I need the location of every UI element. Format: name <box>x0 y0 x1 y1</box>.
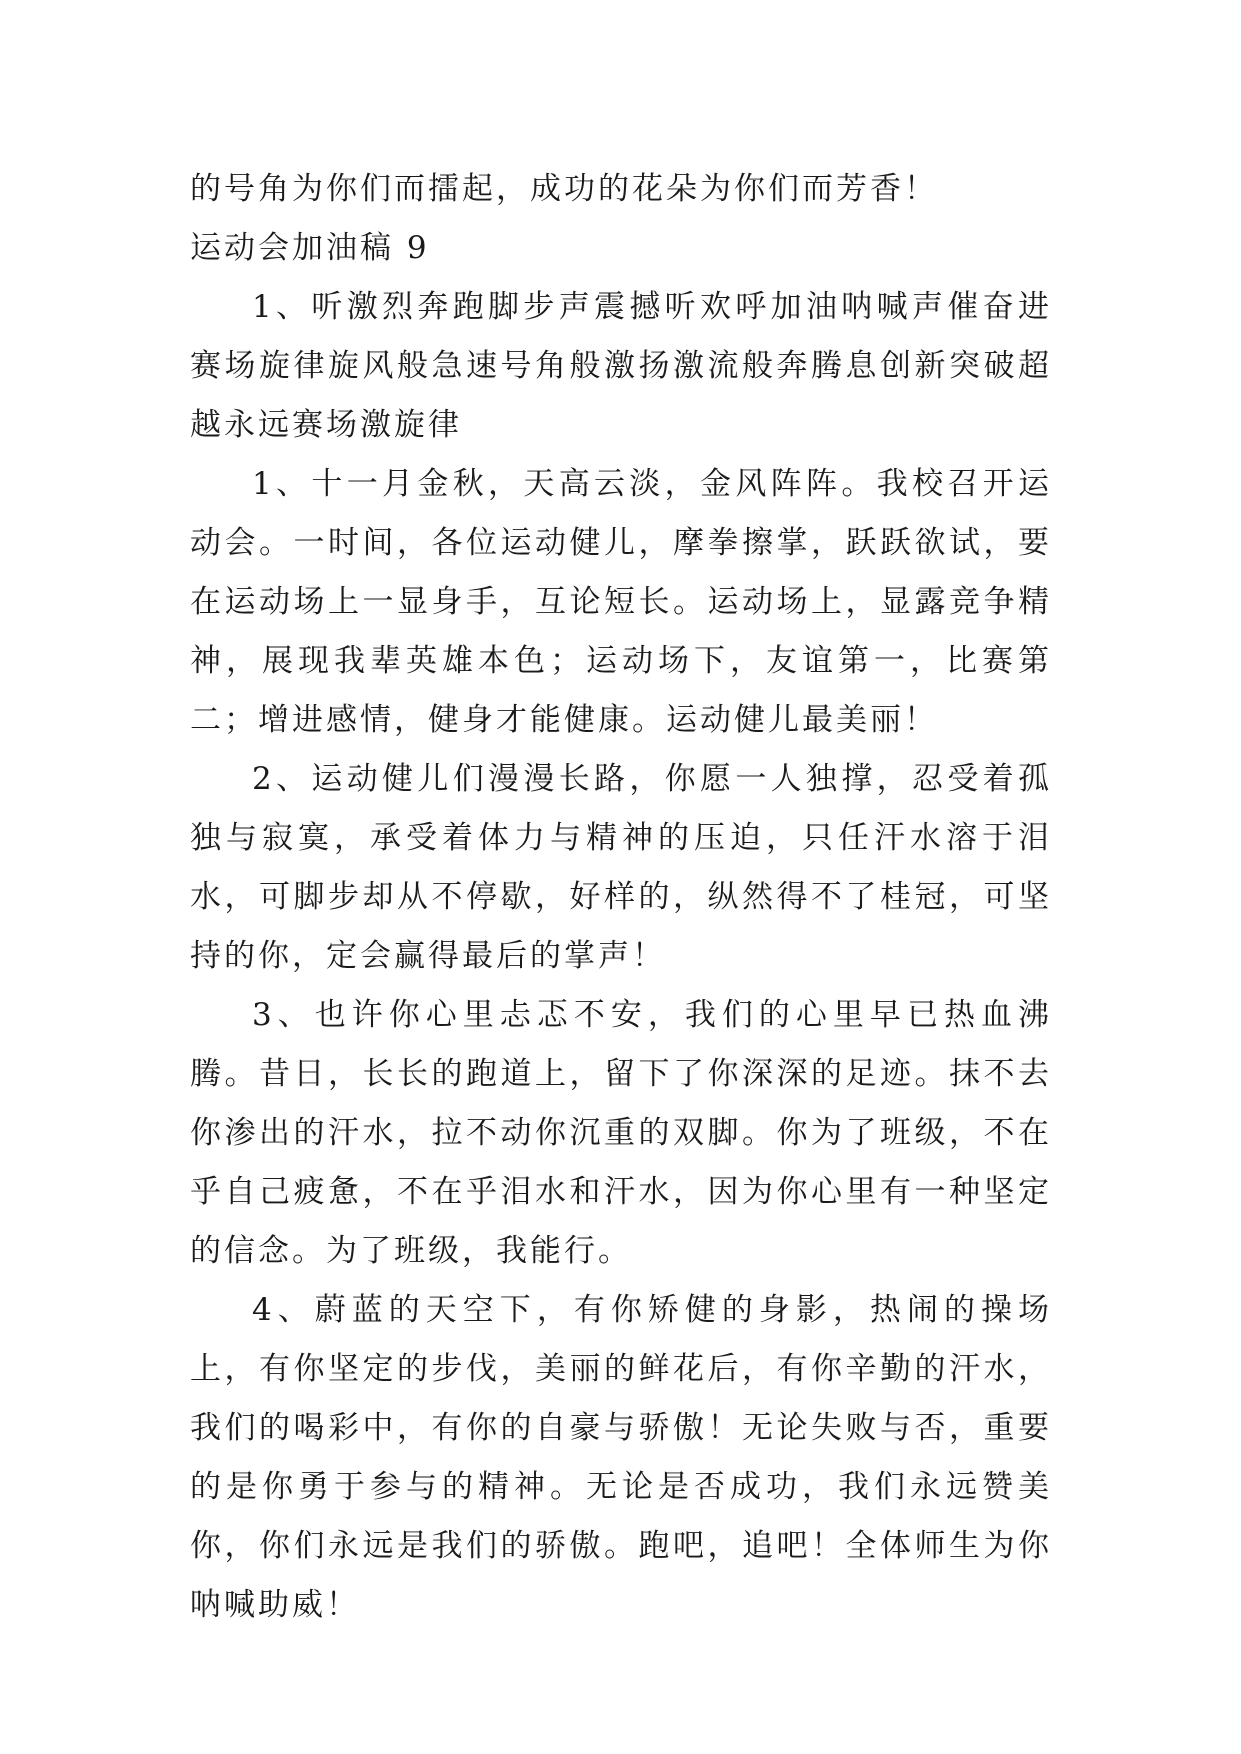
document-body <box>190 160 1052 1635</box>
section-title: 运动会加油稿 9 <box>190 230 430 266</box>
paragraph-cheer-1b: 1、十一月金秋，天高云淡，金风阵阵。我校召开运动会。一时间，各位运动健儿，摩拳擦掌，跃跃欲试，要在运动场上一显身手，互论短长。运动场上，显露竞争精神，展现我辈英雄本色；运动场下，友谊第一，比赛第二；增进感情，健身才能健康。运动健儿最美丽！ <box>190 466 1052 738</box>
paragraph-cheer-3: 3、也许你心里忐忑不安，我们的心里早已热血沸腾。昔日，长长的跑道上，留下了你深深的足迹。抹不去你渗出的汗水，拉不动你沉重的双脚。你为了班级，不在乎自己疲惫，不在乎泪水和汗水，因为你心里有一种坚定的信念。为了班级，我能行。 <box>190 997 1052 1269</box>
paragraph-cheer-2: 2、运动健儿们漫漫长路，你愿一人独撑，忍受着孤独与寂寞，承受着体力与精神的压迫，只任汗水溶于泪水，可脚步却从不停歇，好样的，纵然得不了桂冠，可坚持的你，定会赢得最后的掌声！ <box>190 761 1052 974</box>
paragraph-cheer-1a: 1、听激烈奔跑脚步声震撼听欢呼加油呐喊声催奋进赛场旋律旋风般急速号角般激扬激流般奔腾息创新突破超越永远赛场激旋律 <box>190 289 1052 443</box>
continuation-line: 的号角为你们而擂起，成功的花朵为你们而芳香！ <box>190 171 938 207</box>
paragraph-cheer-4: 4、蔚蓝的天空下，有你矫健的身影，热闹的操场上，有你坚定的步伐，美丽的鲜花后，有你辛勤的汗水，我们的喝彩中，有你的自豪与骄傲！无论失败与否，重要的是你勇于参与的精神。无论是否成功，我们永远赞美你，你们永远是我们的骄傲。跑吧，追吧！全体师生为你呐喊助威！ <box>190 1292 1052 1623</box>
